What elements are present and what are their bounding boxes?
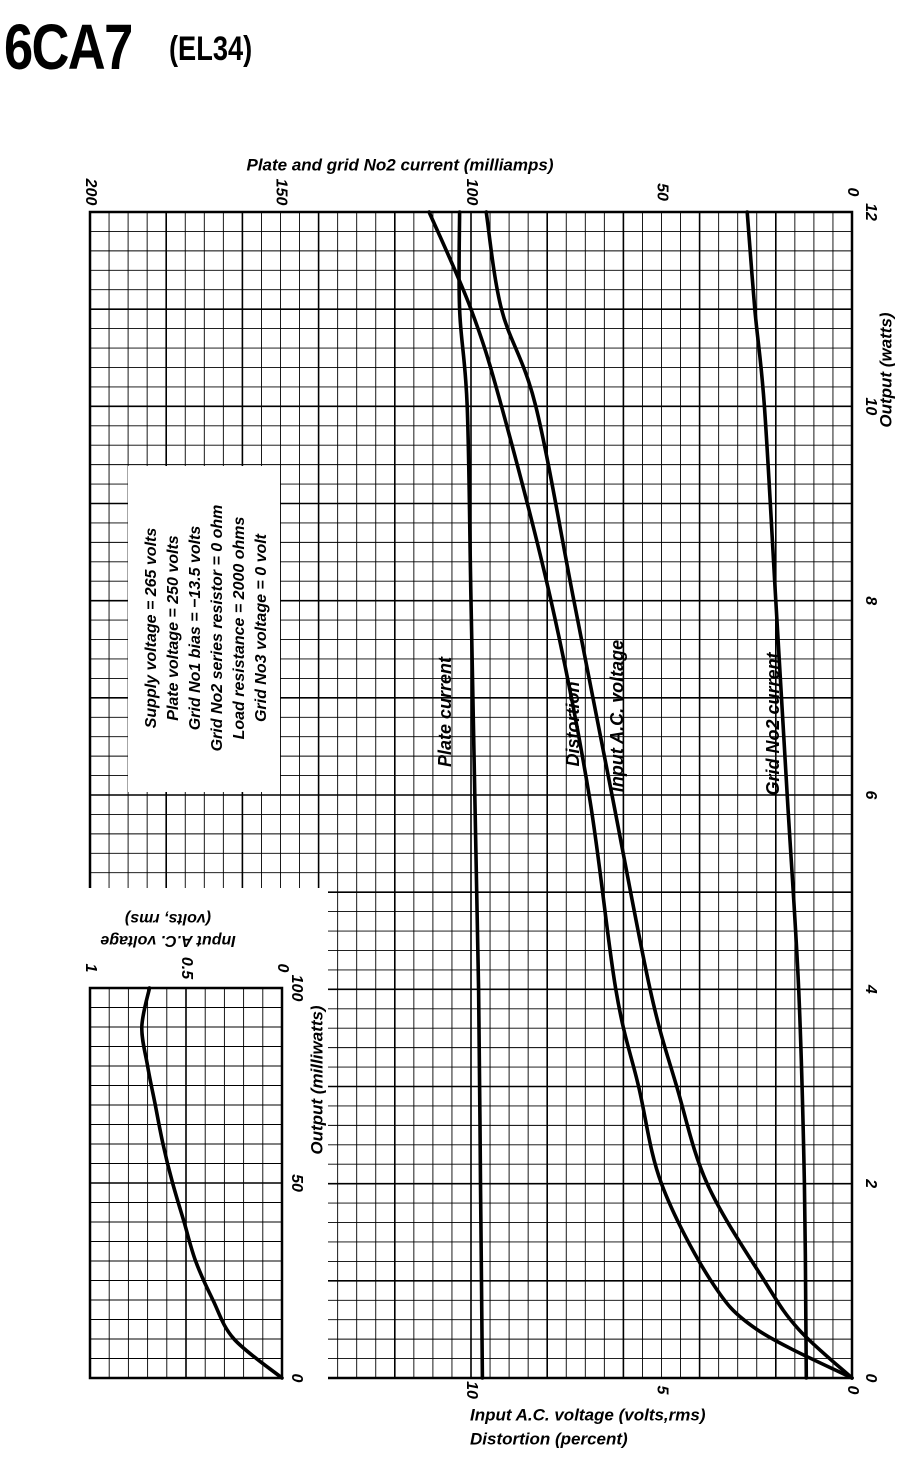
inset-output-tick-label: 50 — [287, 1174, 305, 1192]
inset-voltage-axis-title: Input A.C. voltage — [100, 931, 236, 949]
output-axis-tick-label: 4 — [861, 984, 879, 994]
current-axis-title: Plate and grid No2 current (milliamps) — [246, 155, 554, 175]
voltage-distortion-tick-label: 10 — [462, 1381, 480, 1399]
condition-line: Supply voltage = 265 volts — [143, 527, 161, 729]
output-axis-tick-label: 6 — [861, 790, 879, 800]
distortion-axis-title: Distortion (percent) — [470, 1429, 628, 1449]
condition-line: Grid No2 series resistor = 0 ohm — [209, 504, 227, 752]
curve-label-input-a-c-voltage: Input A.C. voltage — [606, 639, 627, 793]
current-axis-tick-label: 0 — [843, 187, 861, 197]
output-axis-tick-label: 8 — [861, 596, 879, 606]
inset-voltage-axis-subtitle: (volts, rms) — [124, 909, 212, 927]
curve-label-distortion: Distortion — [562, 681, 583, 767]
curve-label-plate-current: Plate current — [434, 656, 455, 768]
output-axis-title: Output (watts) — [876, 312, 896, 428]
output-axis-tick-label: 0 — [861, 1373, 879, 1383]
condition-line: Plate voltage = 250 volts — [165, 535, 183, 721]
current-axis-tick-label: 150 — [272, 178, 290, 206]
inset-voltage-tick-label: 0.5 — [177, 956, 195, 980]
condition-line: Load resistance = 2000 ohms — [231, 516, 249, 740]
tube-equivalent-label: (EL34) — [169, 30, 253, 68]
curve-label-grid-no2-current: Grid No2 current — [762, 652, 783, 796]
inset-output-tick-label: 0 — [287, 1373, 305, 1383]
inset-output-tick-label: 100 — [287, 974, 305, 1002]
output-axis-tick-label: 12 — [861, 203, 879, 221]
output-axis-tick-label: 10 — [861, 397, 879, 416]
inset-background — [88, 888, 328, 1380]
inset-voltage-tick-label: 0 — [273, 963, 291, 973]
current-axis-tick-label: 100 — [462, 178, 480, 206]
inset-output-axis-title: Output (milliwatts) — [307, 1005, 327, 1155]
current-axis-tick-label: 200 — [81, 178, 99, 206]
voltage-distortion-tick-label: 5 — [653, 1385, 671, 1395]
tube-type-title: 6CA7 — [4, 11, 132, 83]
output-axis-tick-label: 2 — [861, 1179, 879, 1189]
condition-line: Grid No3 voltage = 0 volt — [253, 533, 271, 723]
voltage-distortion-tick-label: 0 — [843, 1385, 861, 1395]
inset-voltage-tick-label: 1 — [81, 963, 99, 973]
voltage-axis-title: Input A.C. voltage (volts,rms) — [470, 1405, 706, 1425]
condition-line: Grid No1 bias = −13.5 volts — [187, 525, 205, 731]
current-axis-tick-label: 50 — [653, 183, 671, 201]
inset-grid-layer — [88, 888, 328, 1380]
